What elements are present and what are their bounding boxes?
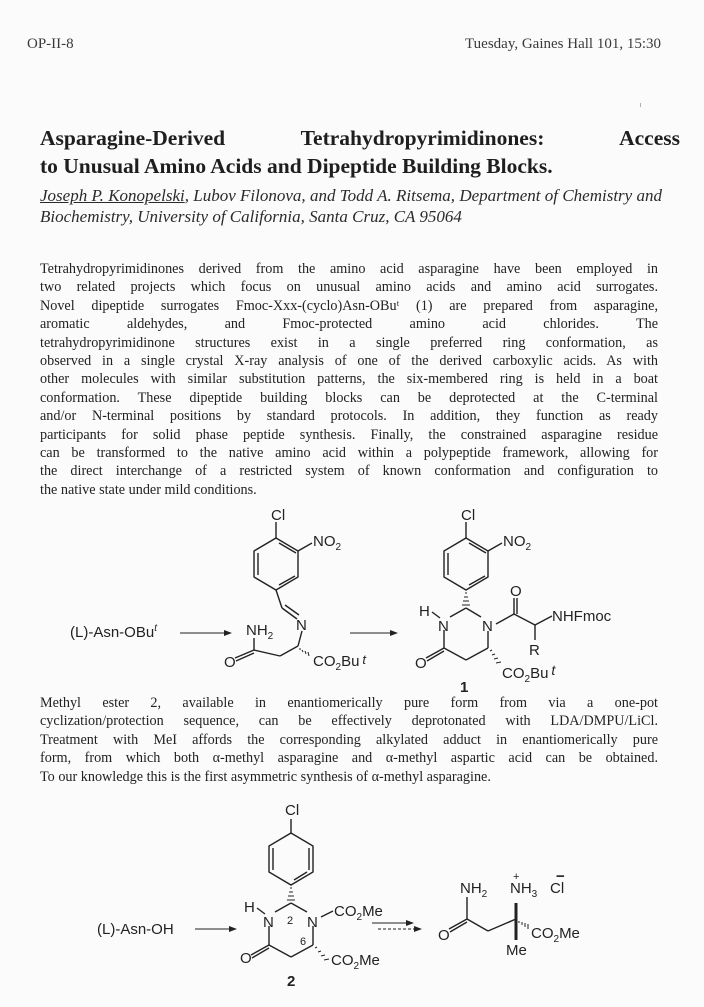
paragraph-line: form, from which both α-methyl asparagine and α-methyl aspartic acid can be obtained. [40, 750, 658, 767]
acyl-o-label: O [510, 583, 522, 600]
paragraph-line: and/or N-terminal positions by standard protocols. In addition, they function as ready [40, 408, 658, 425]
paragraph-line: Novel dipeptide surrogates Fmoc-Xxx-(cyclo)Asn-OBuᵗ (1) are prepared from asparagine, [40, 297, 658, 314]
methyl-ester-label: $CO_2Me$ [531, 925, 580, 945]
reaction-arrow-1 [180, 630, 232, 636]
paragraph-line: the native state under mild conditions. [40, 481, 257, 498]
tbu-ester-label: $CO_2Bu$ t [502, 662, 556, 685]
abstract-paragraph-1 [40, 260, 658, 499]
amide-nh2-label: $NH_2$ [246, 622, 274, 642]
amide-nh2-label: $NH_2$ [460, 880, 488, 900]
paragraph-line: can be transformed to the native amino acid within a polypeptide framework, allowing for [40, 445, 658, 462]
alpha-methyl-label: Me [506, 942, 527, 959]
reaction-arrow-3 [195, 926, 237, 932]
methyl-ester-label: $CO_2Me$ [331, 952, 380, 972]
reaction-arrow-2 [350, 630, 398, 636]
side-chain-r-label: R [529, 642, 540, 659]
paragraph-line: Treatment with MeI affords the corresponding alkylated adduct in enantiomerically pure [40, 731, 658, 748]
paragraph-line: Methyl ester 2, available in enantiomerically pure form from via a one-pot [40, 695, 658, 711]
compound-number-2: 2 [287, 973, 296, 990]
multistep-arrow [372, 920, 422, 932]
chloride-label: Cl [550, 880, 565, 897]
author-affiliation [40, 185, 662, 227]
amide-o-label: O [224, 654, 236, 671]
paragraph-line: Tetrahydropyrimidinones derived from the amino acid asparagine have been employed in [40, 261, 658, 277]
title-line-2: to Unusual Amino Acids and Dipeptide Building Blocks. [40, 154, 553, 178]
presenting-author: Joseph P. Konopelski [40, 186, 185, 205]
chloro-label: Cl [461, 507, 476, 524]
nitro-label: $NO_2$ [503, 533, 532, 553]
ring-n1-label: N [438, 618, 449, 635]
paper-title [40, 124, 680, 180]
nhfmoc-label: NHFmoc [552, 608, 612, 625]
ring-n3-label: N [482, 618, 493, 635]
paragraph-line: To our knowledge this is the first asymmetric synthesis of α-methyl asparagine. [40, 768, 491, 785]
imine-n-label: N [296, 617, 307, 634]
alpha-methyl-asparagine-structure [438, 868, 580, 959]
scan-speck [640, 103, 641, 107]
chloro-label: Cl [271, 507, 286, 524]
compound-number-1: 1 [460, 679, 469, 696]
paragraph-line: aromatic aldehydes, and Fmoc-protected amino acid chlorides. The [40, 316, 658, 333]
ring-carbonyl-o-label: O [415, 655, 427, 672]
start-material-asn-oh: (L)-Asn-OH [97, 921, 174, 938]
positive-charge-label: + [513, 871, 520, 883]
start-material-asn-obut: (L)-Asn-OBu$^t$ [70, 623, 157, 641]
paragraph-line: cyclization/protection sequence, can be effectively deprotonated with LDA/DMPU/LiCl. [40, 713, 658, 730]
compound-1-structure [415, 507, 612, 696]
nitro-label: $NO_2$ [313, 533, 342, 553]
ring-n3-label: N [307, 914, 318, 931]
paragraph-line: other molecules with similar substitution patterns, the six-membered ring is held in a boat [40, 371, 658, 388]
position-6-label: 6 [300, 936, 307, 948]
chloro-label: Cl [285, 802, 300, 819]
nh-hydrogen-label: H [244, 899, 255, 916]
ammonium-label: $NH_3$ [510, 880, 538, 900]
paragraph-line: two related projects which focus on unusual amino acids and amino acid surrogates. [40, 279, 658, 296]
position-2-label: 2 [287, 915, 294, 927]
paragraph-line: the direct interchange of a restricted system of known conformation and configuration to [40, 463, 658, 480]
reaction-scheme-2 [0, 795, 704, 1007]
amide-o-label: O [438, 927, 450, 944]
coauthors-affiliation: , Lubov Filonova, and Todd A. Ritsema, Department of Chemistry and Biochemistry, University of California, Santa Cruz, CA 95064 [40, 186, 662, 226]
paragraph-line: participants for solid phase peptide synthesis. Finally, the constrained asparagine residue [40, 426, 658, 443]
session-schedule: Tuesday, Gaines Hall 101, 15:30 [465, 36, 661, 52]
ring-n1-label: N [263, 914, 274, 931]
tbu-ester-label: $CO_2Bu$ t [313, 652, 367, 673]
n-carbamate-label: $CO_2Me$ [334, 903, 383, 923]
nh-hydrogen-label: H [419, 603, 430, 620]
title-line-1: Asparagine-Derived Tetrahydropyrimidinones: Access [40, 126, 680, 150]
compound-2-structure [240, 802, 383, 990]
ring-carbonyl-o-label: O [240, 950, 252, 967]
imine-intermediate-structure [224, 507, 367, 673]
paragraph-line: observed in a single crystal X-ray analysis of one of the derived carboxylic acids. As with [40, 353, 658, 370]
reaction-scheme-1 [0, 500, 704, 695]
abstract-paragraph-2 [40, 694, 658, 786]
negative-charge-label: − [556, 868, 565, 885]
paragraph-line: tetrahydropyrimidinone structures exist in a single preferred ring conformation, as [40, 334, 658, 351]
session-code: OP-II-8 [27, 36, 74, 52]
paragraph-line: conformation. These dipeptide building blocks can be deprotected at the C-terminal [40, 389, 658, 406]
